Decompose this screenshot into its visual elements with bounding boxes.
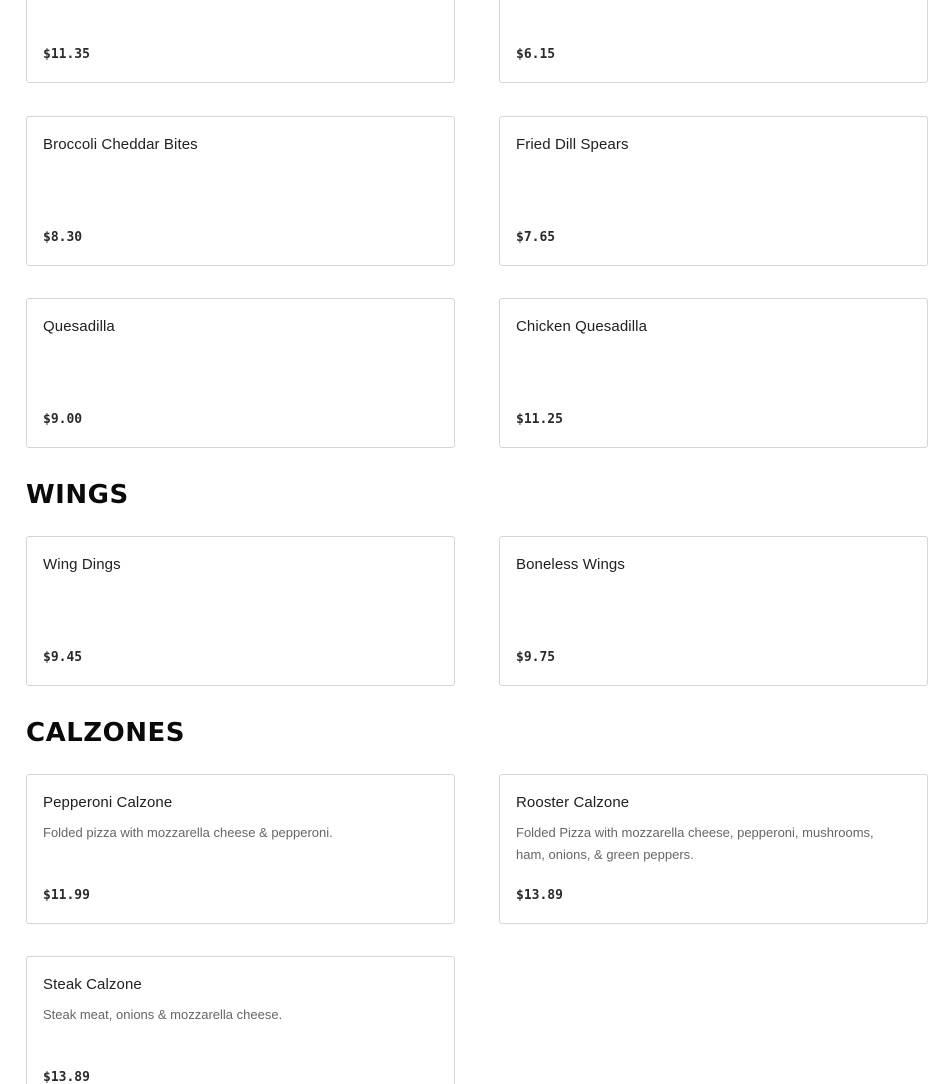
item-price: $13.89 xyxy=(43,1070,90,1084)
item-price: $11.25 xyxy=(516,412,563,427)
item-name: Boneless Wings xyxy=(516,556,625,573)
menu-item-card[interactable] xyxy=(26,116,455,266)
menu-item-card[interactable] xyxy=(26,774,455,924)
menu-item-card[interactable] xyxy=(26,956,455,1084)
item-price: $7.65 xyxy=(516,230,556,245)
menu-item-card[interactable] xyxy=(499,116,928,266)
menu-item-card[interactable] xyxy=(499,0,928,83)
item-price: $9.75 xyxy=(516,650,556,665)
item-price: $9.00 xyxy=(43,412,83,427)
item-name: Fried Dill Spears xyxy=(516,136,629,153)
menu-item-card[interactable] xyxy=(26,0,455,83)
item-description: Folded pizza with mozzarella cheese & pepperoni. xyxy=(43,825,333,840)
item-name: Chicken Quesadilla xyxy=(516,318,648,335)
item-price: $11.99 xyxy=(43,888,90,903)
item-description: Steak meat, onions & mozzarella cheese. xyxy=(43,1007,283,1022)
item-name: Broccoli Cheddar Bites xyxy=(43,136,198,153)
item-name: Wing Dings xyxy=(43,556,121,573)
item-price: $13.89 xyxy=(516,888,563,903)
menu-item-card[interactable] xyxy=(499,536,928,686)
menu-item-card[interactable] xyxy=(499,774,928,924)
item-price: $9.45 xyxy=(43,650,83,665)
menu-item-card[interactable] xyxy=(26,298,455,448)
item-price: $8.30 xyxy=(43,230,83,245)
item-name: Quesadilla xyxy=(43,318,115,335)
item-description: Folded Pizza with mozzarella cheese, pepperoni, mushrooms, ham, onions, & green peppers. xyxy=(516,825,874,862)
menu-item-card[interactable] xyxy=(26,536,455,686)
item-name: Steak Calzone xyxy=(43,976,142,993)
section-title-wings: WINGS xyxy=(26,480,129,510)
item-name: Pepperoni Calzone xyxy=(43,794,173,811)
section-title-calzones: CALZONES xyxy=(26,718,185,748)
item-name: Rooster Calzone xyxy=(516,794,630,811)
menu-item-card[interactable] xyxy=(499,298,928,448)
item-price: $11.35 xyxy=(43,47,90,62)
item-price: $6.15 xyxy=(516,47,556,62)
